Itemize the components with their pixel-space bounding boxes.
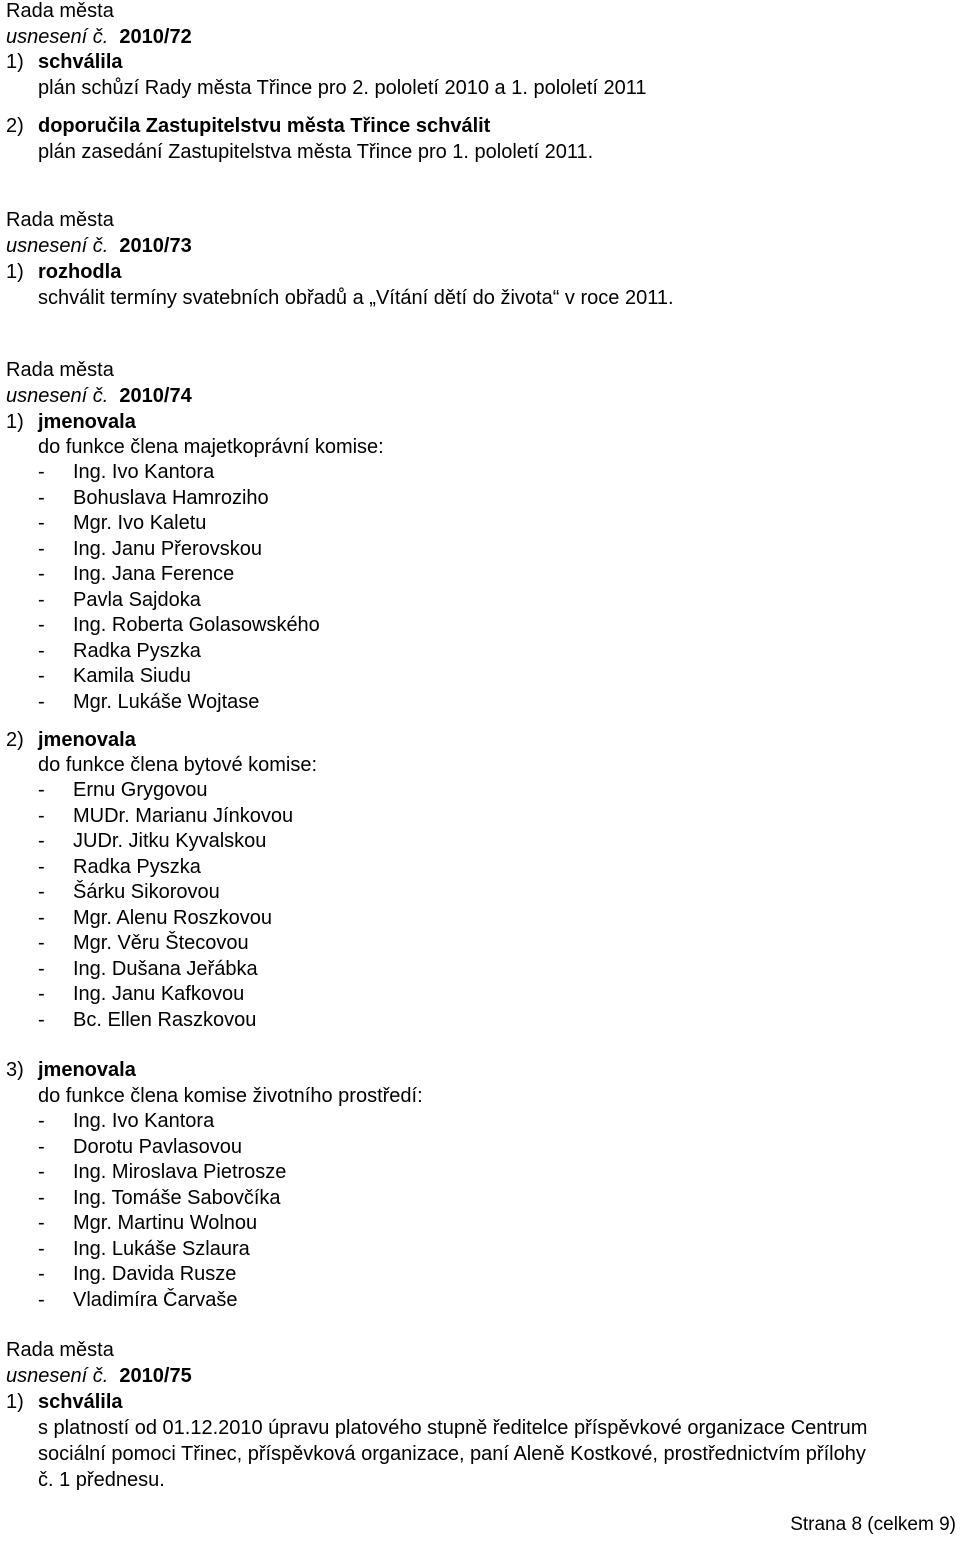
resolution-label: usnesení č. [6,1365,109,1387]
list-item: - Ing. Lukáše Szlaura [38,1238,250,1260]
point-verb: rozhodla [38,261,122,283]
list-item: - Dorotu Pavlasovou [38,1136,242,1158]
resolution-label: usnesení č. [6,385,109,407]
list-item: - Ernu Grygovou [38,779,208,801]
list-item: - Ing. Ivo Kantora [38,461,215,483]
council-header: Rada města [6,209,114,231]
point-heading: 1) rozhodla [6,261,122,283]
point-intro: do funkce člena komise životního prostředí: [38,1085,423,1107]
list-item: - Šárku Sikorovou [38,881,220,903]
point-verb: doporučila Zastupitelstvu města Třince schválit [38,115,491,137]
resolution-number-line [6,1363,192,1389]
list-item: - Bc. Ellen Raszkovou [38,1009,257,1031]
point-verb: jmenovala [38,1059,136,1081]
point-text: plán schůzí Rady města Třince pro 2. pololetí 2010 a 1. pololetí 2011 [38,77,647,99]
list-item: - Ing. Dušana Jeřábka [38,958,258,980]
list-item: - JUDr. Jitku Kyvalskou [38,830,267,852]
list-item: - Mgr. Lukáše Wojtase [38,691,260,713]
list-item: - Vladimíra Čarvaše [38,1289,238,1311]
point-heading: 1) schválila [6,51,123,73]
point-heading: 2) jmenovala [6,729,136,751]
list-item: - Ing. Davida Rusze [38,1263,237,1285]
list-item: - Ing. Jana Ference [38,563,235,585]
resolution-number: 2010/73 [119,235,192,257]
list-item: - Ing. Janu Kafkovou [38,983,245,1005]
list-item: - MUDr. Marianu Jínkovou [38,805,294,827]
resolution-number: 2010/75 [119,1365,192,1387]
list-item: - Bohuslava Hamroziho [38,487,269,509]
list-item: - Kamila Siudu [38,665,191,687]
point-text: s platností od 01.12.2010 úpravu platového stupně ředitelce příspěvkové organizace Centrum [38,1417,868,1439]
point-text: sociální pomoci Třinec, příspěvková organizace, paní Aleně Kostkové, prostřednictvím přílohy [38,1443,866,1465]
resolution-label: usnesení č. [6,26,109,48]
list-item: - Ing. Miroslava Pietrosze [38,1161,287,1183]
list-item: - Mgr. Martinu Wolnou [38,1212,258,1234]
council-header: Rada města [6,359,114,381]
list-item: - Pavla Sajdoka [38,589,201,611]
council-header: Rada města [6,1339,114,1361]
list-item: - Radka Pyszka [38,640,201,662]
resolution-number-line [6,233,192,259]
point-text: schválit termíny svatebních obřadů a „Vítání dětí do života“ v roce 2011. [38,287,674,309]
list-item: - Ing. Janu Přerovskou [38,538,262,560]
point-verb: jmenovala [38,411,136,433]
list-item: - Mgr. Alenu Roszkovou [38,907,272,929]
point-heading: 1) schválila [6,1391,123,1413]
resolution-number: 2010/74 [119,385,192,407]
point-verb: jmenovala [38,729,136,751]
resolution-number-line [6,383,192,409]
point-intro: do funkce člena bytové komise: [38,754,318,776]
list-item: - Mgr. Věru Štecovou [38,932,249,954]
point-text: č. 1 přednesu. [38,1469,165,1491]
resolution-label: usnesení č. [6,235,109,257]
resolution-number: 2010/72 [119,26,192,48]
list-item: - Ing. Tomáše Sabovčíka [38,1187,281,1209]
list-item: - Radka Pyszka [38,856,201,878]
council-header: Rada města [6,0,114,22]
point-verb: schválila [38,51,123,73]
point-intro: do funkce člena majetkoprávní komise: [38,436,384,458]
list-item: - Ing. Roberta Golasowského [38,614,320,636]
point-heading: 2) doporučila Zastupitelstvu města Třince schválit [6,115,491,137]
list-item: - Ing. Ivo Kantora [38,1110,215,1132]
point-text: plán zasedání Zastupitelstva města Třince pro 1. pololetí 2011. [38,141,594,163]
resolution-number-line [6,24,192,50]
point-heading: 1) jmenovala [6,411,136,433]
list-item: - Mgr. Ivo Kaletu [38,512,207,534]
page-footer: Strana 8 (celkem 9) [790,1514,956,1535]
point-heading: 3) jmenovala [6,1059,136,1081]
point-verb: schválila [38,1391,123,1413]
